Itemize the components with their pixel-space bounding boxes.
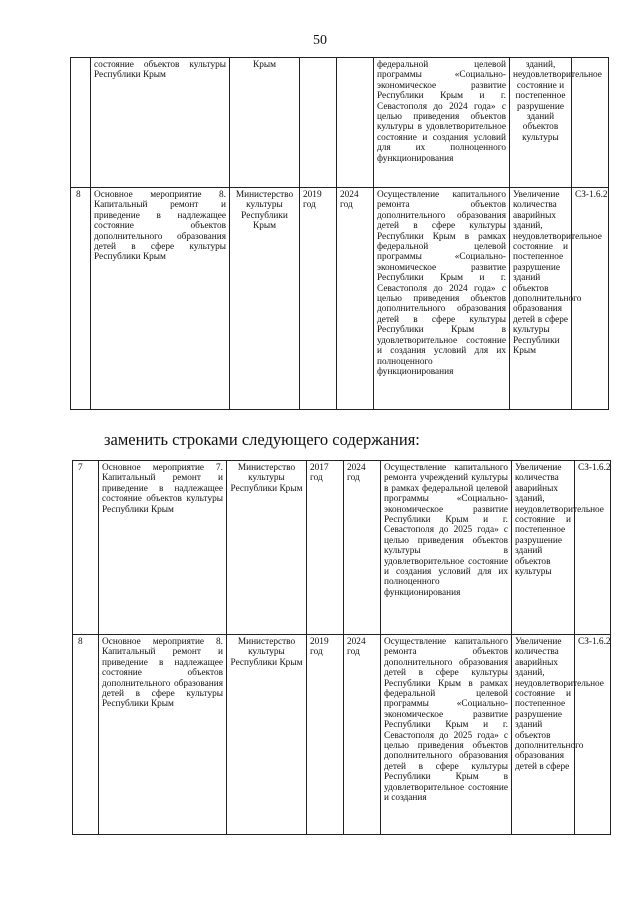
table-row	[73, 461, 611, 635]
page-number: 50	[313, 33, 327, 48]
effect-cell: Увеличение количества аварийных зданий, неудовлетворительное состояние и постепенное разрушение зданий объектов дополнительного образования детей в сфере	[512, 635, 575, 835]
start-year-cell	[300, 58, 337, 188]
replacement-heading: заменить строками следующего содержания:	[104, 430, 420, 449]
original-rows-table	[70, 57, 609, 410]
start-year-cell: 2017 год	[307, 461, 344, 635]
result-cell: Осуществление капитального ремонта учреждений культуры в рамках федеральной целевой программы «Социально-экономическое развитие Республики Крым и г. Севастополя до 2025 года» с целью приведения объектов культуры в удовлетворительное состояние и создания условий для их полноценного функционирования	[381, 461, 512, 635]
table-row	[71, 188, 609, 410]
result-cell: федеральной целевой программы «Социально-экономическое развитие Республики Крым и г. Севастополя до 2024 года» с целью приведения объектов культуры в удовлетворительное состояние и создания условий для их полноценного функционирования	[374, 58, 510, 188]
effect-cell: зданий, неудовлетворительное состояние и постепенное разрушение зданий объектов культуры	[510, 58, 572, 188]
end-year-cell	[337, 58, 374, 188]
executor-cell: Министерство культуры Республики Крым	[230, 188, 300, 410]
effect-cell: Увеличение количества аварийных зданий, неудовлетворительное состояние и постепенное разрушение зданий объектов дополнительного образования детей в сфере культуры Республики Крым	[510, 188, 572, 410]
effect-cell: Увеличение количества аварийных зданий, неудовлетворительное состояние и постепенное разрушение зданий объектов культуры	[512, 461, 575, 635]
code-cell: СЗ-1.6.2	[575, 635, 611, 835]
executor-cell: Министерство культуры Республики Крым	[227, 461, 307, 635]
code-cell: СЗ-1.6.2	[575, 461, 611, 635]
executor-cell: Министерство культуры Республики Крым	[227, 635, 307, 835]
start-year-cell: 2019 год	[307, 635, 344, 835]
result-cell: Осуществление капитального ремонта объектов дополнительного образования детей в сфере культуры Республики Крым в рамках федеральной целевой программы «Социально-экономическое развитие Республики Крым и г. Севастополя до 2024 года» с целью приведения объектов дополнительного образования детей в сфере культуры Республики Крым в удовлетворительное состояние и создания условий для их полноценного функционирования	[374, 188, 510, 410]
end-year-cell: 2024 год	[344, 461, 381, 635]
end-year-cell: 2024 год	[344, 635, 381, 835]
end-year-cell: 2024 год	[337, 188, 374, 410]
activity-cell: состояние объектов культуры Республики Крым	[91, 58, 230, 188]
activity-cell: Основное мероприятие 8. Капитальный ремонт и приведение в надлежащее состояние объектов дополнительного образования детей в сфере культуры Республики Крым	[99, 635, 227, 835]
executor-cell: Крым	[230, 58, 300, 188]
start-year-cell: 2019 год	[300, 188, 337, 410]
activity-cell: Основное мероприятие 7. Капитальный ремонт и приведение в надлежащее состояние объектов культуры Республики Крым	[99, 461, 227, 635]
replacement-rows-table	[72, 460, 611, 835]
table-row	[73, 635, 611, 835]
activity-cell: Основное мероприятие 8. Капитальный ремонт и приведение в надлежащее состояние объектов дополнительного образования детей в сфере культуры Республики Крым	[91, 188, 230, 410]
table-row	[71, 58, 609, 188]
code-cell: СЗ-1.6.2	[572, 188, 609, 410]
row-number: 7	[73, 461, 99, 635]
result-cell: Осуществление капитального ремонта объектов дополнительного образования детей в сфере культуры Республики Крым в рамках федеральной целевой программы «Социально-экономическое развитие Республики Крым и г. Севастополя до 2025 года» с целью приведения объектов дополнительного образования детей в сфере культуры Республики Крым в удовлетворительное состояние и создания	[381, 635, 512, 835]
row-number: 8	[73, 635, 99, 835]
row-number	[71, 58, 91, 188]
row-number: 8	[71, 188, 91, 410]
